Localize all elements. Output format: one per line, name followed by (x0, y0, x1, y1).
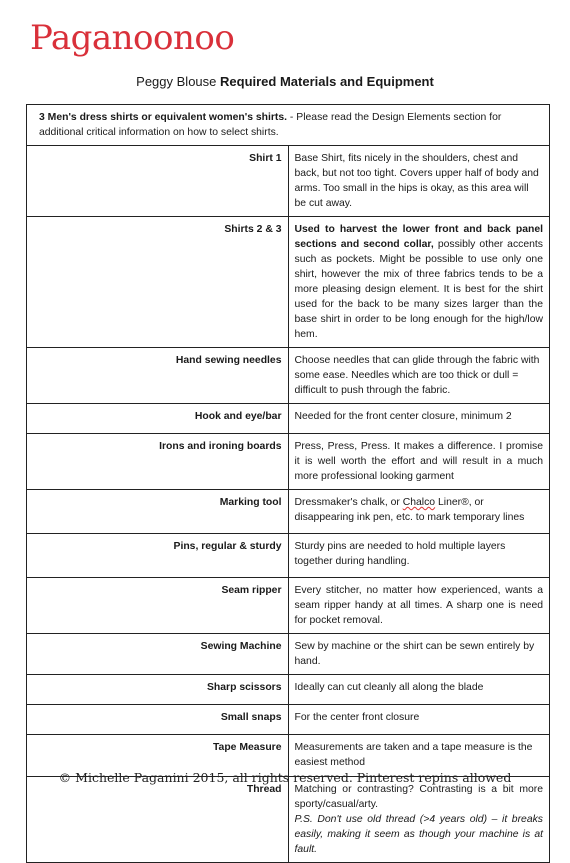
row-label: Thread (27, 777, 289, 863)
row-desc-bold: Used to harvest the lower front and back panel sections and second collar, (294, 224, 543, 250)
table-row (27, 675, 550, 705)
table-row (27, 777, 550, 863)
row-desc: Base Shirt, fits nicely in the shoulders, chest and back, but not too tight. Covers upper half of body and arms. Too small in the hips is okay, as this area will be cut away. (288, 146, 550, 217)
row-label: Hand sewing needles (27, 348, 289, 404)
table-row (27, 146, 550, 217)
row-desc: Sturdy pins are needed to hold multiple layers together during handling. (288, 534, 550, 578)
row-label: Sharp scissors (27, 675, 289, 705)
row-label: Shirts 2 & 3 (27, 217, 289, 348)
row-desc (288, 490, 550, 534)
row-desc: Ideally can cut cleanly all along the blade (288, 675, 550, 705)
table-row (27, 634, 550, 675)
row-desc: Sew by machine or the shirt can be sewn entirely by hand. (288, 634, 550, 675)
copyright-footer: © Michelle Paganini 2015, all rights reserved. Pinterest repins allowed (58, 770, 512, 785)
intro-cell (27, 105, 550, 146)
table-row (27, 434, 550, 490)
intro-row (27, 105, 550, 146)
row-label: Seam ripper (27, 578, 289, 634)
row-label: Marking tool (27, 490, 289, 534)
table-row (27, 217, 550, 348)
row-desc-rest: possibly other accents such as pockets. Might be possible to use only one shirt, however the mix of three fabrics tends to be a more pleasing design element. It is best for the shirt used for the back to be many sizes larger than the base shirt in order to be long enough for the high/low hem. (294, 239, 543, 340)
row-desc: Needed for the front center closure, minimum 2 (288, 404, 550, 434)
row-label: Sewing Machine (27, 634, 289, 675)
row-desc: Every stitcher, no matter how experienced, wants a seam ripper handy at all times. A sharp one is need for pocket removal. (288, 578, 550, 634)
page-title (0, 74, 570, 89)
spellcheck-word: Chalco (402, 497, 436, 508)
intro-bold: 3 Men's dress shirts or equivalent women's shirts. (39, 112, 288, 123)
row-desc: For the center front closure (288, 705, 550, 735)
row-label: Hook and eye/bar (27, 404, 289, 434)
row-desc-note: P.S. Don't use old thread (>4 years old) – it breaks easily, making it seem as though your machine is at fault. (294, 814, 543, 855)
row-label: Pins, regular & sturdy (27, 534, 289, 578)
row-desc: Press, Press, Press. It makes a difference. I promise it is well worth the effort and will result in a much more professional looking garment (288, 434, 550, 490)
table-row (27, 578, 550, 634)
row-label: Irons and ironing boards (27, 434, 289, 490)
row-desc (288, 217, 550, 348)
row-desc: Measurements are taken and a tape measure is the easiest method (288, 735, 550, 777)
title-bold: Required Materials and Equipment (220, 74, 434, 89)
table-row (27, 534, 550, 578)
materials-table (26, 104, 550, 863)
row-label: Small snaps (27, 705, 289, 735)
row-desc: Choose needles that can glide through the fabric with some ease. Needles which are too thick or dull = difficult to push through the fabric. (288, 348, 550, 404)
table-row (27, 404, 550, 434)
intro-rest: - Please read the Design Elements section for additional critical information on how to select shirts. (39, 112, 502, 138)
row-desc-main: Matching or contrasting? Contrasting is a bit more sporty/casual/arty. (294, 784, 543, 810)
table-row (27, 705, 550, 735)
title-prefix: Peggy Blouse (136, 74, 217, 89)
row-desc (288, 777, 550, 863)
row-label: Shirt 1 (27, 146, 289, 217)
table-row (27, 490, 550, 534)
row-desc-b: Liner®, or disappearing ink pen, etc. to mark temporary lines (294, 497, 525, 523)
row-desc-a: Dressmaker's chalk, or (294, 497, 403, 508)
paganoonoo-logo: Paganoonoo (30, 18, 235, 58)
table-row (27, 348, 550, 404)
row-label: Tape Measure (27, 735, 289, 777)
